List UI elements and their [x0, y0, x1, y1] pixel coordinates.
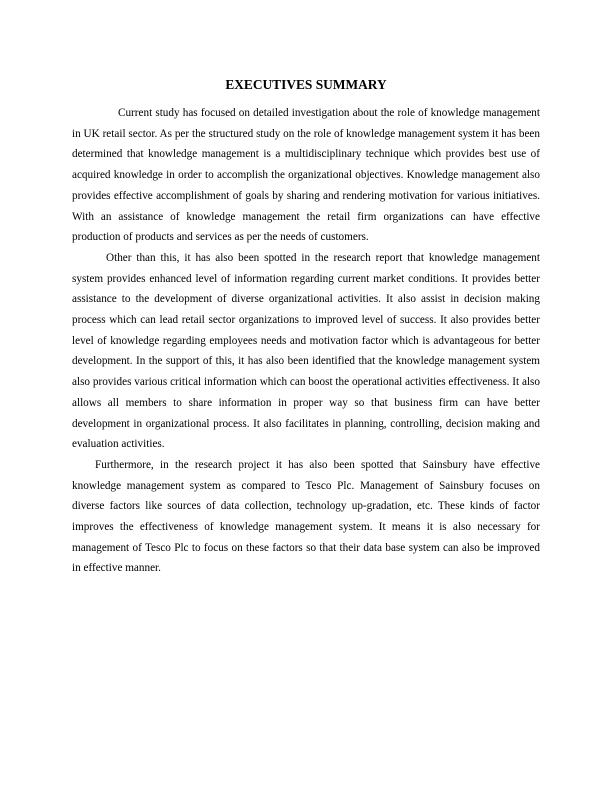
page-title: EXECUTIVES SUMMARY — [225, 77, 387, 92]
paragraph-3: Furthermore, in the research project it has also been spotted that Sainsbury have effective knowledge management system as compared to Tesco Plc. Management of Sainsbury focuses on diverse factors like sources of data collection, technology up-gradation, etc. These kinds of factor improves the effectiveness of knowledge management system. It means it is also necessary for management of Tesco Plc to focus on these factors so that their data base system can also be improved in effective manner. — [72, 458, 540, 575]
document-body — [72, 103, 540, 579]
paragraph-1: Current study has focused on detailed investigation about the role of knowledge management in UK retail sector. As per the structured study on the role of knowledge management system it has been determined that knowledge management is a multidisciplinary technique which provides best use of acquired knowledge in order to accomplish the organizational objectives. Knowledge management also provides effective accomplishment of goals by sharing and rendering motivation for various initiatives. With an assistance of knowledge management the retail firm organizations can have effective production of products and services as per the needs of customers. — [72, 107, 540, 244]
paragraph-2: Other than this, it has also been spotted in the research report that knowledge management system provides enhanced level of information regarding current market conditions. It provides better assistance to the development of diverse organizational activities. It also assist in decision making process which can lead retail sector organizations to improved level of success. It also provides better level of knowledge regarding employees needs and motivation factor which is advantageous for better development. In the support of this, it has also been identified that the knowledge management system also provides various critical information which can boost the operational activities effectiveness. It also allows all members to share information in proper way so that business firm can have better development in organizational process. It also facilitates in planning, controlling, decision making and evaluation activities. — [72, 251, 540, 451]
